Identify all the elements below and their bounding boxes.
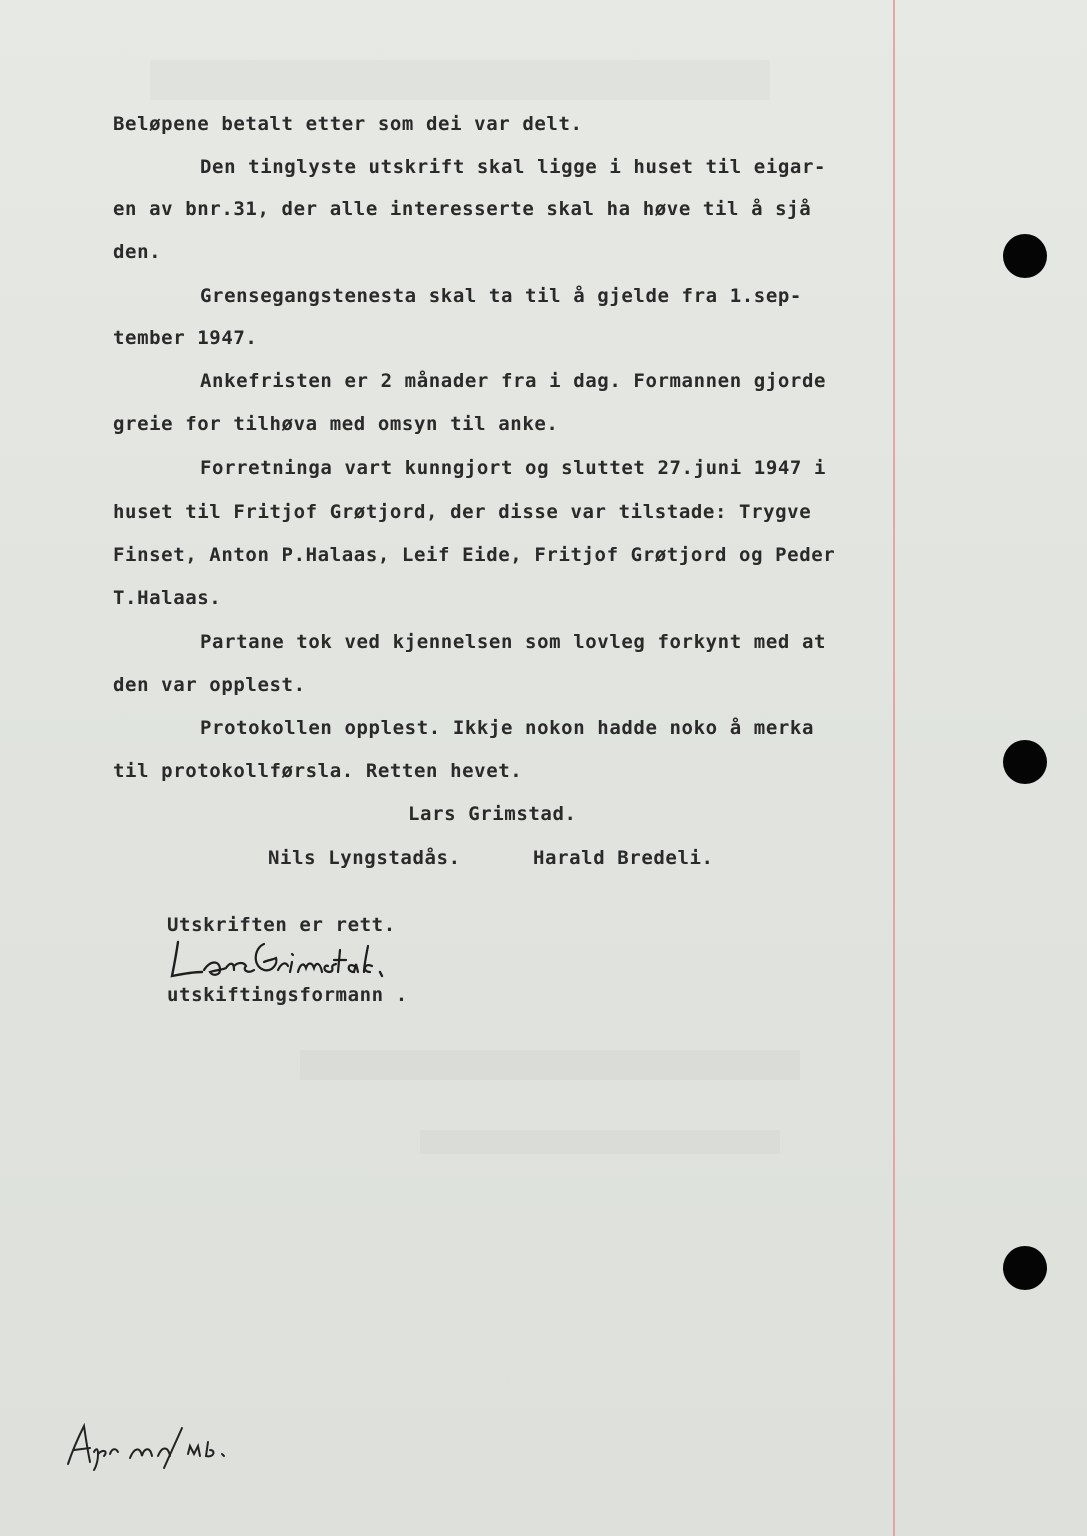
signatory-name: Harald Bredeli. [533, 847, 714, 869]
text-line: greie for tilhøva med omsyn til anke. [113, 413, 559, 435]
bleed-through-mark [420, 1130, 780, 1154]
signatory-title: utskiftingsformann . [167, 984, 408, 1006]
text-line: Forretninga vart kunngjort og sluttet 27.juni 1947 i [200, 457, 827, 479]
text-line: Den tinglyste utskrift skal ligge i huset til eigar- [200, 156, 827, 178]
handwritten-initials [64, 1412, 284, 1472]
text-line: Finset, Anton P.Halaas, Leif Eide, Fritjof Grøtjord og Peder [113, 544, 836, 566]
signatory-name: Nils Lyngstadås. [268, 847, 461, 869]
punch-hole [1003, 1246, 1047, 1290]
text-line: T.Halaas. [113, 587, 222, 609]
text-line: Protokollen opplest. Ikkje nokon hadde noko å merka [200, 717, 814, 739]
text-line: til protokollførsla. Retten hevet. [113, 760, 523, 782]
signatory-name: Lars Grimstad. [408, 803, 577, 825]
text-line: den var opplest. [113, 674, 306, 696]
text-line: Partane tok ved kjennelsen som lovleg forkynt med at [200, 631, 827, 653]
bleed-through-mark [300, 1050, 800, 1080]
text-line: Ankefristen er 2 månader fra i dag. Formannen gjorde [200, 370, 827, 392]
bleed-through-mark [150, 60, 770, 100]
punch-hole [1003, 740, 1047, 784]
text-line: Beløpene betalt etter som dei var delt. [113, 113, 583, 135]
text-line: en av bnr.31, der alle interesserte skal ha høve til å sjå [113, 198, 812, 220]
handwritten-signature [168, 936, 468, 984]
margin-rule [893, 0, 895, 1536]
punch-hole [1003, 234, 1047, 278]
text-line: huset til Fritjof Grøtjord, der disse var tilstade: Trygve [113, 501, 812, 523]
text-line: Grensegangstenesta skal ta til å gjelde fra 1.sep- [200, 285, 802, 307]
certification-text: Utskriften er rett. [167, 914, 396, 936]
text-line: den. [113, 241, 162, 263]
text-line: tember 1947. [113, 327, 258, 349]
